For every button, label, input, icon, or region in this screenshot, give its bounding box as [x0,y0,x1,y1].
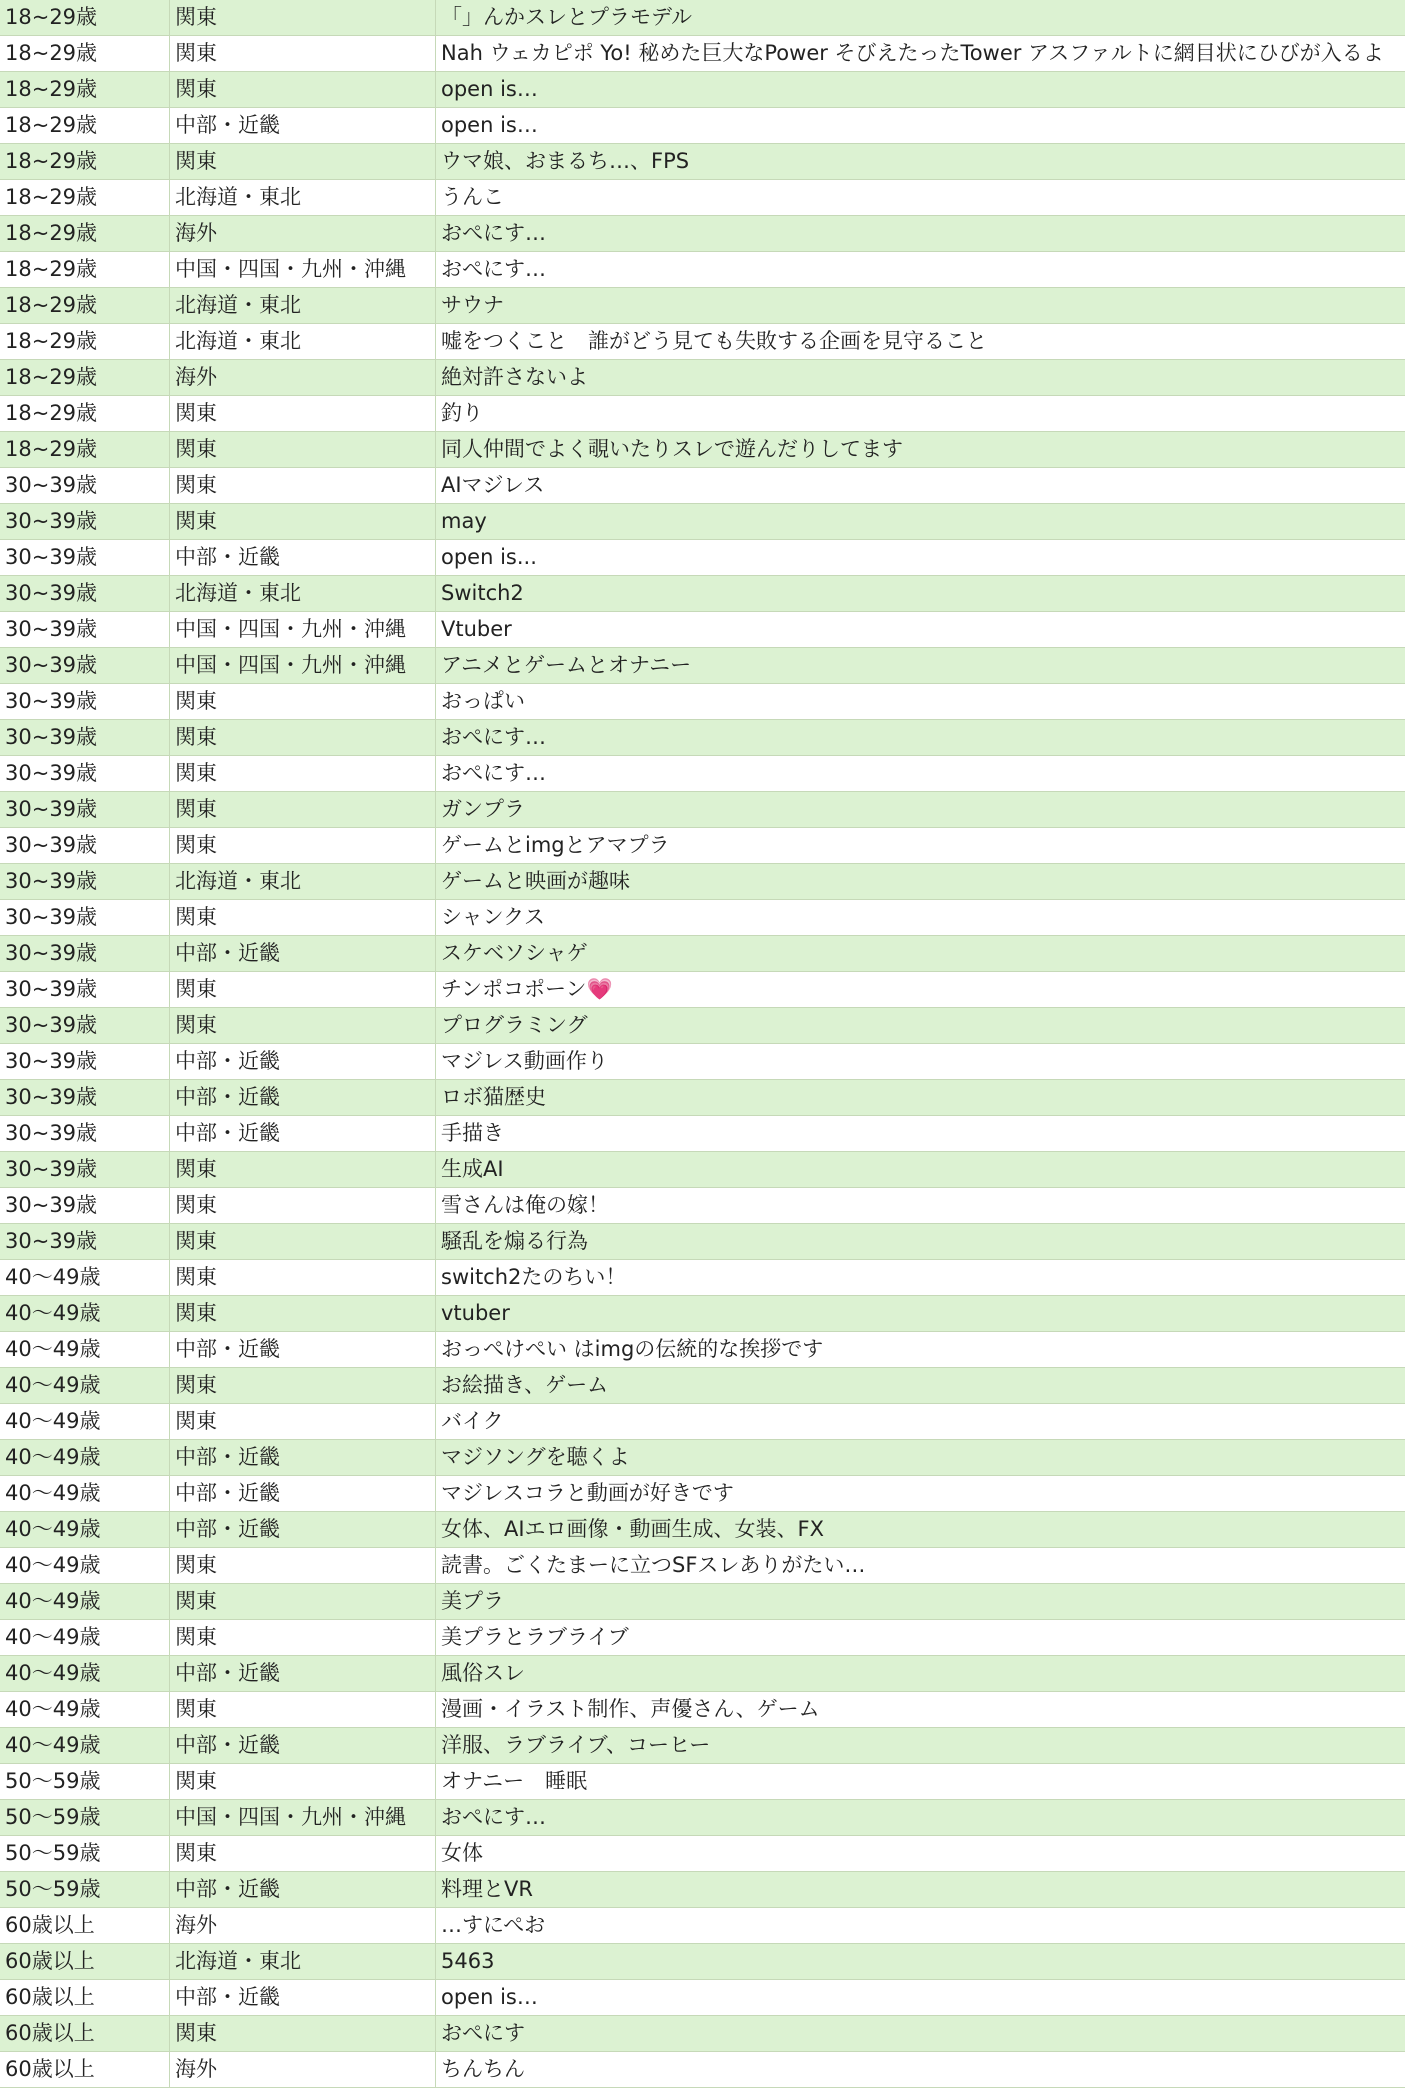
table-row [0,1476,1405,1512]
age-cell[interactable]: 30~39歳 [0,612,170,648]
age-cell[interactable]: 18~29歳 [0,324,170,360]
table-row [0,1764,1405,1800]
region-cell[interactable]: 関東 [170,1152,436,1188]
region-cell[interactable]: 中部・近畿 [170,1044,436,1080]
age-cell[interactable]: 60歳以上 [0,1980,170,2016]
age-cell[interactable]: 30~39歳 [0,1116,170,1152]
comment-cell[interactable]: open is... [441,545,537,569]
table-row [0,504,1405,540]
table-row [0,936,1405,972]
age-cell[interactable]: 30~39歳 [0,792,170,828]
region-cell[interactable]: 関東 [170,900,436,936]
comment-cell[interactable]: open is… [441,77,538,101]
table-row [0,1656,1405,1692]
comment-cell[interactable]: マジレスコラと動画が好きです [441,1481,734,1505]
comment-cell[interactable]: Nah ウェカピポ Yo! 秘めた巨大なPower そびえたったTower アスファルトに網目状にひびが入るよ [441,41,1384,65]
comment-cell[interactable]: ゲームと映画が趣味 [441,869,630,893]
comment-cell[interactable]: シャンクス [441,905,545,929]
table-row [0,180,1405,216]
region-cell[interactable]: 関東 [170,1548,436,1584]
table-row [0,2016,1405,2052]
comment-cell[interactable]: 洋服、ラブライブ、コーヒー [441,1733,711,1757]
comment-cell[interactable]: 手描き [441,1121,504,1145]
region-cell[interactable]: 関東 [170,756,436,792]
age-cell[interactable]: 40～49歳 [0,1260,170,1296]
table-row [0,1368,1405,1404]
table-row [0,1152,1405,1188]
region-cell[interactable]: 関東 [170,396,436,432]
comment-cell[interactable]: ウマ娘、おまるち…、FPS [441,149,690,173]
comment-cell[interactable]: 絶対許さないよ [441,365,588,389]
comment-cell[interactable]: 女体 [441,1841,483,1865]
age-cell[interactable]: 30~39歳 [0,1224,170,1260]
table-row [0,108,1405,144]
region-cell[interactable]: 北海道・東北 [170,180,436,216]
age-cell[interactable]: 40～49歳 [0,1548,170,1584]
region-cell[interactable]: 海外 [170,2052,436,2088]
comment-cell[interactable]: スケベソシャゲ [441,941,588,965]
age-cell[interactable]: 18~29歳 [0,36,170,72]
comment-cell[interactable]: 料理とVR [441,1877,533,1901]
age-cell[interactable]: 30~39歳 [0,828,170,864]
region-cell[interactable]: 関東 [170,1404,436,1440]
table-row [0,1224,1405,1260]
region-cell[interactable]: 関東 [170,0,436,36]
comment-cell[interactable]: おぺにす [441,2021,525,2045]
age-cell[interactable]: 40～49歳 [0,1404,170,1440]
age-cell[interactable]: 30~39歳 [0,756,170,792]
table-row [0,1872,1405,1908]
region-cell[interactable]: 海外 [170,360,436,396]
region-cell[interactable]: 海外 [170,216,436,252]
region-cell[interactable]: 関東 [170,1224,436,1260]
table-row [0,1980,1405,2016]
comment-cell[interactable]: マジレス動画作り [441,1049,608,1073]
comment-cell[interactable]: ロボ猫歴史 [441,1085,546,1109]
comment-cell[interactable]: おぺにす… [441,221,546,245]
region-cell[interactable]: 北海道・東北 [170,1944,436,1980]
region-cell[interactable]: 関東 [170,1260,436,1296]
region-cell[interactable]: 中国・四国・九州・沖縄 [170,1800,436,1836]
comment-cell[interactable]: バイク [441,1409,504,1433]
region-cell[interactable]: 北海道・東北 [170,288,436,324]
age-cell[interactable]: 18~29歳 [0,288,170,324]
table-row [0,1260,1405,1296]
age-cell[interactable]: 18~29歳 [0,432,170,468]
age-cell[interactable]: 18~29歳 [0,396,170,432]
region-cell[interactable]: 関東 [170,504,436,540]
age-cell[interactable]: 50～59歳 [0,1836,170,1872]
region-cell[interactable]: 中国・四国・九州・沖縄 [170,648,436,684]
comment-cell[interactable]: 女体、AIエロ画像・動画生成、女装、FX [441,1517,825,1541]
table-row [0,216,1405,252]
comment-cell[interactable]: Vtuber [441,617,512,641]
comment-cell[interactable]: 風俗スレ [441,1661,525,1685]
comment-cell[interactable]: 生成AI [441,1157,504,1181]
table-row [0,756,1405,792]
age-cell[interactable]: 60歳以上 [0,1908,170,1944]
comment-cell[interactable]: AIマジレス [441,473,545,497]
table-row [0,1836,1405,1872]
region-cell[interactable]: 中部・近畿 [170,108,436,144]
comment-cell[interactable]: おっぱい [441,689,525,713]
table-row [0,36,1405,72]
region-cell[interactable]: 関東 [170,684,436,720]
comment-cell[interactable]: アニメとゲームとオナニー [441,653,692,677]
age-cell[interactable]: 30~39歳 [0,864,170,900]
region-cell[interactable]: 関東 [170,432,436,468]
table-row [0,720,1405,756]
age-cell[interactable]: 40～49歳 [0,1728,170,1764]
region-cell[interactable]: 関東 [170,1584,436,1620]
comment-cell[interactable]: 嘘をつくこと 誰がどう見ても失敗する企画を見守ること [441,329,987,353]
age-cell[interactable]: 40～49歳 [0,1368,170,1404]
table-row [0,396,1405,432]
region-cell[interactable]: 中部・近畿 [170,1980,436,2016]
region-cell[interactable]: 関東 [170,972,436,1008]
region-cell[interactable]: 北海道・東北 [170,864,436,900]
age-cell[interactable]: 30~39歳 [0,1080,170,1116]
table-row [0,864,1405,900]
table-row [0,252,1405,288]
table-row [0,1440,1405,1476]
region-cell[interactable]: 関東 [170,1836,436,1872]
comment-cell[interactable]: 美プラ [441,1589,504,1613]
age-cell[interactable]: 40～49歳 [0,1692,170,1728]
comment-cell[interactable]: おぺにす… [441,257,546,281]
age-cell[interactable]: 50～59歳 [0,1800,170,1836]
age-cell[interactable]: 30~39歳 [0,720,170,756]
region-cell[interactable]: 関東 [170,792,436,828]
comment-cell[interactable]: open is… [441,113,538,137]
age-cell[interactable]: 50～59歳 [0,1764,170,1800]
age-cell[interactable]: 30~39歳 [0,1152,170,1188]
region-cell[interactable]: 関東 [170,144,436,180]
age-cell[interactable]: 30~39歳 [0,972,170,1008]
comment-cell[interactable]: サウナ [441,293,504,317]
age-cell[interactable]: 30~39歳 [0,936,170,972]
comment-cell[interactable]: may [441,509,487,533]
table-row [0,1548,1405,1584]
age-cell[interactable]: 30~39歳 [0,576,170,612]
age-cell[interactable]: 18~29歳 [0,252,170,288]
table-row [0,684,1405,720]
table-row [0,432,1405,468]
age-cell[interactable]: 30~39歳 [0,1008,170,1044]
region-cell[interactable]: 関東 [170,1368,436,1404]
comment-cell[interactable]: 同人仲間でよく覗いたりスレで遊んだりしてます [441,437,903,461]
region-cell[interactable]: 中部・近畿 [170,1080,436,1116]
comment-cell[interactable]: おぺにす… [441,1805,546,1829]
table-row [0,0,1405,36]
region-cell[interactable]: 北海道・東北 [170,576,436,612]
comment-cell[interactable]: ゲームとimgとアマプラ [441,833,670,857]
table-row [0,72,1405,108]
region-cell[interactable]: 海外 [170,1908,436,1944]
region-cell[interactable]: 関東 [170,720,436,756]
age-cell[interactable]: 30~39歳 [0,504,170,540]
region-cell[interactable]: 関東 [170,828,436,864]
table-row [0,324,1405,360]
region-cell[interactable]: 中部・近畿 [170,1872,436,1908]
age-cell[interactable]: 30~39歳 [0,648,170,684]
age-cell[interactable]: 40～49歳 [0,1332,170,1368]
table-row [0,1584,1405,1620]
table-row [0,900,1405,936]
age-cell[interactable]: 40～49歳 [0,1296,170,1332]
table-row [0,1188,1405,1224]
region-cell[interactable]: 中部・近畿 [170,1332,436,1368]
table-row [0,1692,1405,1728]
region-cell[interactable]: 中部・近畿 [170,1728,436,1764]
table-row [0,972,1405,1008]
table-row [0,1800,1405,1836]
table-row [0,1728,1405,1764]
table-row [0,648,1405,684]
comment-cell[interactable]: オナニー 睡眠 [441,1769,588,1793]
region-cell[interactable]: 関東 [170,1620,436,1656]
table-row [0,792,1405,828]
region-cell[interactable]: 中国・四国・九州・沖縄 [170,612,436,648]
region-cell[interactable]: 中国・四国・九州・沖縄 [170,252,436,288]
comment-cell[interactable]: Switch2 [441,581,524,605]
comment-cell[interactable]: おぺにす… [441,761,546,785]
table-row [0,828,1405,864]
comment-cell[interactable]: チンポコポーン💗 [441,977,613,1001]
table-row [0,1116,1405,1152]
comment-cell[interactable]: ガンプラ [441,797,525,821]
comment-cell[interactable]: 漫画・イラスト制作、声優さん、ゲーム [441,1697,820,1721]
comment-cell[interactable]: 読書。ごくたまーに立つSFスレありがたい… [441,1553,866,1577]
region-cell[interactable]: 中部・近畿 [170,1116,436,1152]
table-row [0,540,1405,576]
table-row [0,468,1405,504]
age-cell[interactable]: 18~29歳 [0,180,170,216]
age-cell[interactable]: 30~39歳 [0,468,170,504]
region-cell[interactable]: 中部・近畿 [170,1656,436,1692]
comment-cell[interactable]: 「」んかスレとプラモデル [441,5,692,29]
comment-cell[interactable]: ちんちん [441,2057,525,2081]
region-cell[interactable]: 中部・近畿 [170,1440,436,1476]
age-cell[interactable]: 50～59歳 [0,1872,170,1908]
table-row [0,1044,1405,1080]
age-cell[interactable]: 30~39歳 [0,1188,170,1224]
table-row [0,1008,1405,1044]
table-row [0,1404,1405,1440]
comment-cell[interactable]: おっぺけぺい はimgの伝統的な挨拶です [441,1337,824,1361]
comment-cell[interactable]: 美プラとラブライブ [441,1625,629,1649]
comment-cell[interactable]: お絵描き、ゲーム [441,1373,609,1397]
table-row [0,2052,1405,2088]
comment-cell[interactable]: 釣り [441,401,483,425]
region-cell[interactable]: 北海道・東北 [170,324,436,360]
table-row [0,360,1405,396]
region-cell[interactable]: 関東 [170,36,436,72]
comment-cell[interactable]: うんこ [441,185,504,209]
region-cell[interactable]: 関東 [170,2016,436,2052]
comment-cell[interactable]: マジソングを聴くよ [441,1445,630,1469]
table-row [0,1512,1405,1548]
age-cell[interactable]: 40～49歳 [0,1512,170,1548]
table-row [0,1332,1405,1368]
age-cell[interactable]: 18~29歳 [0,216,170,252]
age-cell[interactable]: 30~39歳 [0,684,170,720]
comment-cell[interactable]: 5463 [441,1949,495,1973]
region-cell[interactable]: 関東 [170,1296,436,1332]
table-row [0,576,1405,612]
age-cell[interactable]: 30~39歳 [0,900,170,936]
table-row [0,1296,1405,1332]
age-cell[interactable]: 18~29歳 [0,72,170,108]
region-cell[interactable]: 関東 [170,1188,436,1224]
region-cell[interactable]: 中部・近畿 [170,540,436,576]
comment-cell[interactable]: おぺにす… [441,725,546,749]
comment-cell[interactable]: 騒乱を煽る行為 [441,1229,588,1253]
region-cell[interactable]: 関東 [170,1692,436,1728]
age-cell[interactable]: 40～49歳 [0,1476,170,1512]
age-cell[interactable]: 18~29歳 [0,108,170,144]
region-cell[interactable]: 関東 [170,1764,436,1800]
comment-cell[interactable]: 雪さんは俺の嫁！ [441,1193,609,1217]
region-cell[interactable]: 中部・近畿 [170,936,436,972]
region-cell[interactable]: 中部・近畿 [170,1512,436,1548]
table-row [0,1908,1405,1944]
age-cell[interactable]: 18~29歳 [0,360,170,396]
region-cell[interactable]: 中部・近畿 [170,1476,436,1512]
comment-cell[interactable]: open is… [441,1985,538,2009]
age-cell[interactable]: 40～49歳 [0,1584,170,1620]
region-cell[interactable]: 関東 [170,468,436,504]
age-cell[interactable]: 40～49歳 [0,1440,170,1476]
age-cell[interactable]: 18~29歳 [0,0,170,36]
age-cell[interactable]: 60歳以上 [0,2016,170,2052]
comment-cell[interactable]: プログラミング [441,1013,588,1037]
table-row [0,288,1405,324]
table-row [0,144,1405,180]
comment-cell[interactable]: vtuber [441,1301,510,1325]
age-cell[interactable]: 30~39歳 [0,540,170,576]
table-row [0,1944,1405,1980]
region-cell[interactable]: 関東 [170,1008,436,1044]
comment-cell[interactable]: switch2たのちい！ [441,1265,627,1289]
age-cell[interactable]: 40～49歳 [0,1656,170,1692]
table-row [0,1620,1405,1656]
age-cell[interactable]: 30~39歳 [0,1044,170,1080]
region-cell[interactable]: 関東 [170,72,436,108]
age-cell[interactable]: 60歳以上 [0,2052,170,2088]
age-cell[interactable]: 60歳以上 [0,1944,170,1980]
table-row [0,612,1405,648]
age-cell[interactable]: 40～49歳 [0,1620,170,1656]
table-row [0,1080,1405,1116]
comment-cell[interactable]: …すにぺお [441,1913,546,1937]
age-cell[interactable]: 18~29歳 [0,144,170,180]
